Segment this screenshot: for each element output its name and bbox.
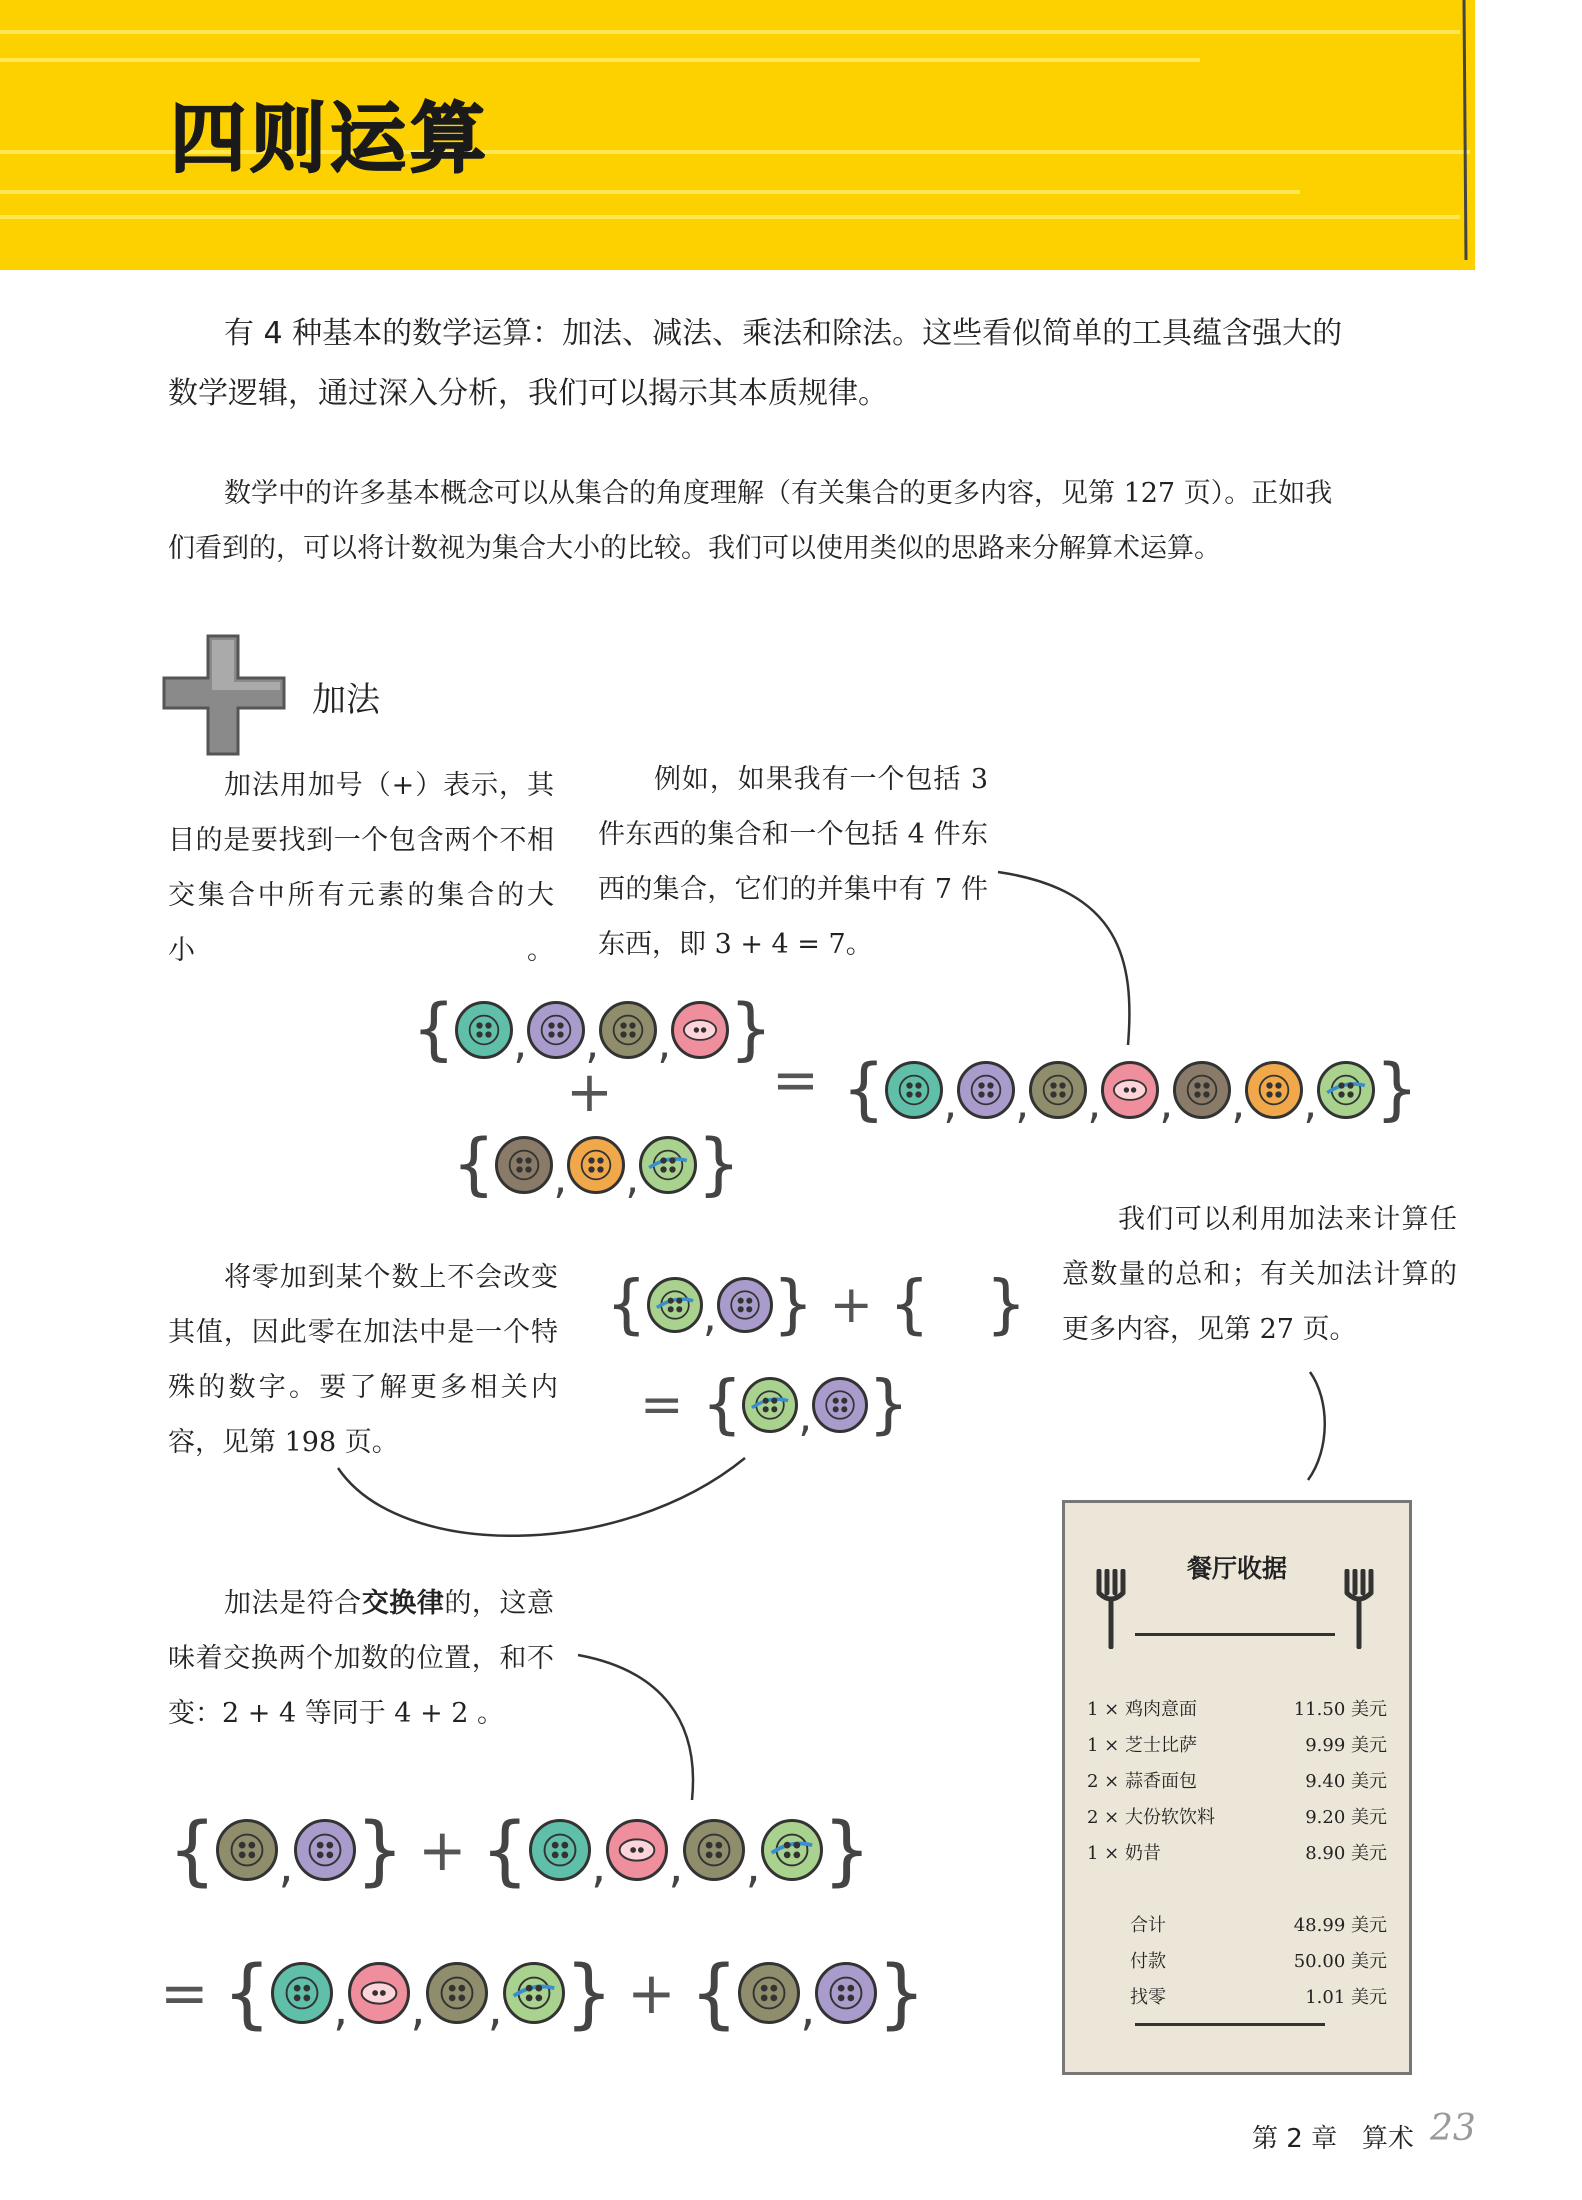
- item-qty: 2 ×: [1087, 1807, 1120, 1828]
- restaurant-receipt: [1062, 1500, 1412, 2075]
- equals-sign: =: [772, 1048, 819, 1113]
- brace-close: }: [564, 1948, 614, 2037]
- button-purple-icon: [957, 1061, 1015, 1119]
- commutative-law-term: 交换律: [361, 1588, 445, 1619]
- button-olive-icon: [1029, 1061, 1087, 1119]
- button-purple-icon: [815, 1962, 877, 2024]
- brace-open: {: [452, 1125, 496, 1204]
- brace-open: {: [168, 1805, 217, 1894]
- brace-close: }: [697, 1125, 741, 1204]
- brace-open: {: [689, 1948, 739, 2037]
- fork-icon: [1341, 1569, 1381, 1649]
- comma: ,: [702, 1291, 717, 1342]
- intro-paragraph: 有 4 种基本的数学运算：加法、减法、乘法和除法。这些看似简单的工具蕴含强大的数学逻辑，通过深入分析，我们可以揭示其本质规律。: [168, 316, 1343, 411]
- plus-sign: +: [566, 1060, 613, 1125]
- commutative-equation-1: [168, 1805, 871, 1894]
- item-price: 9.20 美元: [1305, 1807, 1387, 1828]
- page-title: 四则运算: [170, 94, 490, 183]
- button-orange-icon: [1245, 1061, 1303, 1119]
- comma: ,: [668, 1838, 684, 1894]
- brace-close: }: [822, 1805, 872, 1894]
- banner-edge-line: [1458, 0, 1478, 275]
- zero-paragraph: 将零加到某个数上不会改变其值，因此零在加法中是一个特殊的数字。要了解更多相关内容，见第 198 页。: [168, 1262, 558, 1458]
- comma: ,: [553, 1153, 568, 1204]
- receipt-paid: [1130, 1947, 1387, 1973]
- item-qty: 2 ×: [1087, 1771, 1120, 1792]
- commutative-text-2: 的，这意味着交换两个加数的位置，和不变：2 + 4 等同于 4 + 2 。: [168, 1588, 555, 1729]
- plus-sign: +: [829, 1275, 874, 1335]
- item-price: 11.50 美元: [1293, 1699, 1387, 1720]
- item-qty: 1 ×: [1087, 1699, 1120, 1720]
- button-purple-icon: [812, 1377, 868, 1433]
- fork-icon: [1093, 1569, 1133, 1649]
- button-olive-icon: [738, 1962, 800, 2024]
- comma: ,: [410, 1981, 426, 2037]
- comma: ,: [1087, 1078, 1102, 1129]
- plus-sign: +: [627, 1958, 676, 2027]
- button-teal-icon: [455, 1001, 513, 1059]
- brace-open: {: [889, 1268, 930, 1342]
- comma: ,: [278, 1838, 294, 1894]
- button-purple-icon: [717, 1277, 773, 1333]
- sum-paragraph: 我们可以利用加法来计算任意数量的总和；有关加法计算的更多内容，见第 27 页。: [1062, 1204, 1457, 1345]
- comma: ,: [487, 1981, 503, 2037]
- comma: ,: [585, 1018, 600, 1069]
- commutative-equation-2: [160, 1948, 926, 2037]
- receipt-title: 餐厅收据: [1186, 1554, 1287, 1583]
- receipt-change: [1130, 1983, 1387, 2009]
- button-green-icon: [647, 1277, 703, 1333]
- comma: ,: [1015, 1078, 1030, 1129]
- summary-label: 付款: [1130, 1951, 1166, 1972]
- set-union: [842, 1050, 1419, 1129]
- receipt-item: [1087, 1803, 1387, 1829]
- button-purple-icon: [527, 1001, 585, 1059]
- brace-close: }: [985, 1268, 1027, 1342]
- comma: ,: [625, 1153, 640, 1204]
- comma: ,: [513, 1018, 528, 1069]
- brace-open: {: [480, 1805, 529, 1894]
- equals-sign: =: [160, 1958, 209, 2027]
- commutative-paragraph: [168, 1576, 554, 1741]
- button-pink-icon: [606, 1819, 668, 1881]
- brace-open: {: [701, 1368, 743, 1442]
- item-name: 鸡肉意面: [1125, 1699, 1197, 1720]
- button-teal-icon: [529, 1819, 591, 1881]
- comma: ,: [590, 1838, 607, 1894]
- button-green-icon: [761, 1819, 823, 1881]
- item-name: 大份软饮料: [1125, 1807, 1215, 1828]
- plus-icon: [160, 630, 288, 758]
- brace-open: {: [606, 1268, 647, 1342]
- button-pink-icon: [348, 1962, 410, 2024]
- receipt-item: [1087, 1767, 1387, 1793]
- brace-close: }: [355, 1805, 404, 1894]
- set-a: [412, 990, 773, 1069]
- addition-example: 例如，如果我有一个包括 3 件东西的集合和一个包括 4 件东西的集合，它们的并集中有 7 件东西，即 3 + 4 = 7。: [598, 764, 988, 960]
- button-olive-icon: [216, 1819, 278, 1881]
- comma: ,: [943, 1078, 958, 1129]
- comma: ,: [332, 1981, 349, 2037]
- brace-close: }: [729, 990, 773, 1069]
- plus-sign: +: [417, 1815, 467, 1884]
- comma: ,: [1303, 1078, 1318, 1129]
- receipt-bottom-rule: [1135, 2023, 1325, 2026]
- button-olive-icon: [683, 1819, 745, 1881]
- button-green-icon: [639, 1136, 697, 1194]
- comma: ,: [800, 1981, 816, 2037]
- page-number: 23: [1430, 2108, 1476, 2149]
- summary-label: 合计: [1130, 1915, 1166, 1936]
- button-brown-icon: [1173, 1061, 1231, 1119]
- item-price: 9.40 美元: [1305, 1771, 1387, 1792]
- chapter-number: 第 2 章: [1252, 2124, 1338, 2154]
- comma: ,: [1231, 1078, 1246, 1129]
- button-teal-icon: [271, 1962, 333, 2024]
- item-name: 芝士比萨: [1125, 1735, 1197, 1756]
- brace-close: }: [868, 1368, 910, 1442]
- addition-definition: 加法用加号（+）表示，其目的是要找到一个包含两个不相交集合中所有元素的集合的大小。: [168, 770, 554, 966]
- brace-close: }: [772, 1268, 814, 1342]
- comma: ,: [798, 1391, 813, 1442]
- receipt-total: [1130, 1911, 1387, 1937]
- item-name: 蒜香面包: [1125, 1771, 1197, 1792]
- item-qty: 1 ×: [1087, 1735, 1120, 1756]
- section-heading-addition: 加法: [312, 680, 380, 720]
- summary-value: 48.99 美元: [1293, 1915, 1387, 1936]
- brace-close: }: [1375, 1050, 1419, 1129]
- brace-open: {: [842, 1050, 886, 1129]
- summary-value: 50.00 美元: [1293, 1951, 1387, 1972]
- receipt-item: [1087, 1695, 1387, 1721]
- button-teal-icon: [885, 1061, 943, 1119]
- commutative-text-1: 加法是符合: [224, 1588, 362, 1619]
- brace-open: {: [412, 990, 456, 1069]
- button-pink-icon: [1101, 1061, 1159, 1119]
- equals-sign: =: [640, 1375, 684, 1435]
- button-olive-icon: [599, 1001, 657, 1059]
- receipt-item: [1087, 1731, 1387, 1757]
- comma: ,: [745, 1838, 761, 1894]
- button-green-icon: [742, 1377, 798, 1433]
- button-green-icon: [503, 1962, 565, 2024]
- button-purple-icon: [294, 1819, 356, 1881]
- item-name: 奶昔: [1125, 1843, 1161, 1864]
- comma: ,: [1159, 1078, 1174, 1129]
- summary-label: 找零: [1130, 1987, 1166, 2008]
- receipt-title-rule: [1135, 1633, 1335, 1636]
- receipt-item: [1087, 1839, 1387, 1865]
- button-brown-icon: [495, 1136, 553, 1194]
- brace-close: }: [877, 1948, 926, 2037]
- chapter-name: 算术: [1361, 2124, 1414, 2154]
- summary-value: 1.01 美元: [1305, 1987, 1387, 2008]
- button-olive-icon: [426, 1962, 488, 2024]
- zero-equation-right: [640, 1368, 909, 1442]
- item-price: 9.99 美元: [1305, 1735, 1387, 1756]
- item-price: 8.90 美元: [1305, 1843, 1387, 1864]
- comma: ,: [657, 1018, 672, 1069]
- set-b: [452, 1125, 741, 1204]
- brace-open: {: [222, 1948, 271, 2037]
- sets-paragraph: 数学中的许多基本概念可以从集合的角度理解（有关集合的更多内容，见第 127 页）。正如我们看到的，可以将计数视为集合大小的比较。我们可以使用类似的思路来分解算术运算。: [168, 478, 1333, 564]
- button-green-icon: [1317, 1061, 1375, 1119]
- zero-equation-left: [606, 1268, 1026, 1342]
- chapter-footer: [1252, 2118, 1414, 2155]
- button-orange-icon: [567, 1136, 625, 1194]
- item-qty: 1 ×: [1087, 1843, 1120, 1864]
- button-pink-icon: [671, 1001, 729, 1059]
